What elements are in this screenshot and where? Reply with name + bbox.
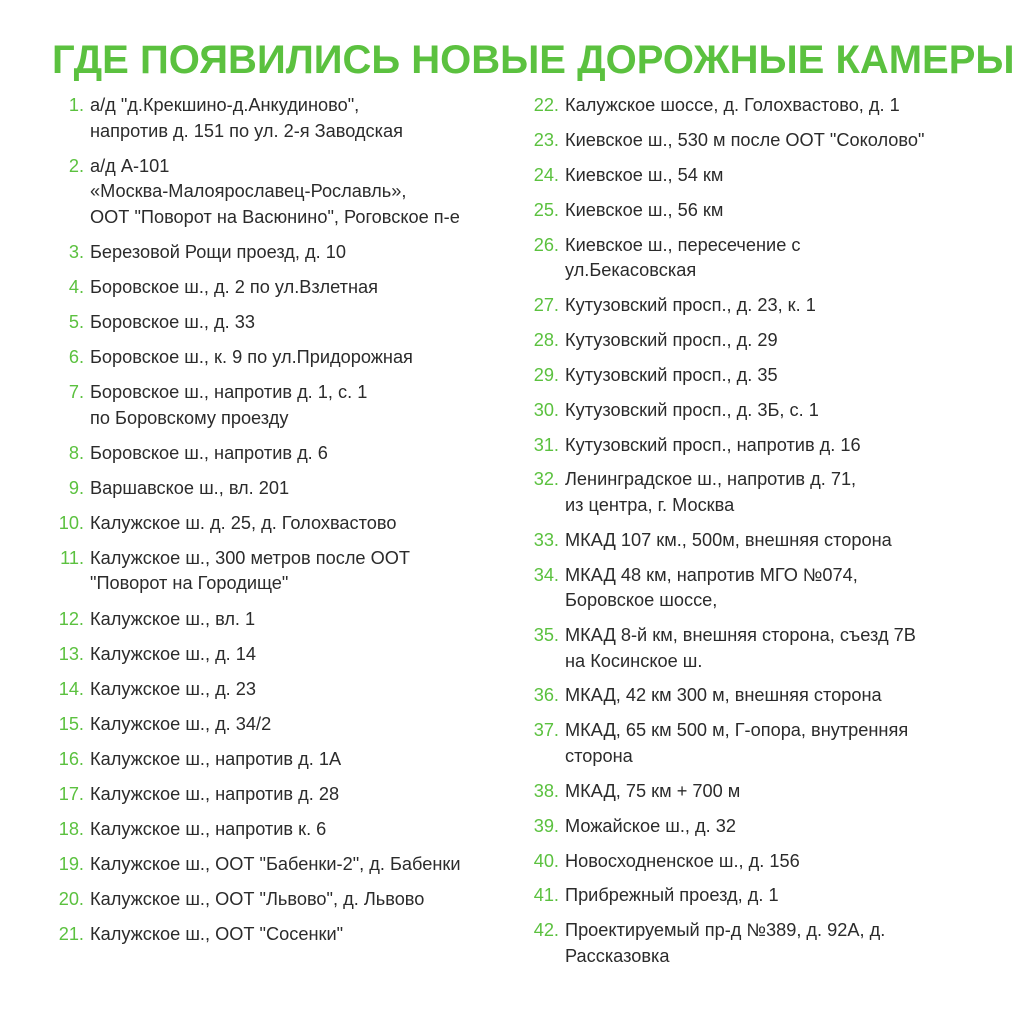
item-number: 41. xyxy=(533,885,559,906)
list-item xyxy=(518,293,1018,319)
item-address: Калужское ш., д. 34/2 xyxy=(90,713,272,734)
item-address: Кутузовский просп., д. 35 xyxy=(565,364,778,385)
list-item xyxy=(44,511,514,537)
list-item xyxy=(518,883,1018,909)
item-number: 11. xyxy=(60,547,84,568)
item-address: Проектируемый пр-д №389, д. 92А, д. Рассказовка xyxy=(565,920,886,966)
item-number: 3. xyxy=(68,241,84,262)
item-number: 4. xyxy=(68,276,84,297)
item-address: Боровское ш., к. 9 по ул.Придорожная xyxy=(90,346,413,367)
item-number: 24. xyxy=(533,164,559,185)
item-number: 2. xyxy=(68,155,84,176)
item-address: Прибрежный проезд, д. 1 xyxy=(565,885,779,906)
item-number: 5. xyxy=(68,311,84,332)
item-address: Можайское ш., д. 32 xyxy=(565,815,736,836)
item-number: 38. xyxy=(533,780,559,801)
item-number: 31. xyxy=(533,434,559,455)
list-item xyxy=(518,563,1018,614)
item-number: 37. xyxy=(533,720,559,741)
item-address: Кутузовский просп., д. 23, к. 1 xyxy=(565,294,816,315)
item-number: 27. xyxy=(533,294,559,315)
item-number: 17. xyxy=(58,784,84,804)
item-address: Кутузовский просп., д. 29 xyxy=(565,329,778,350)
item-number: 18. xyxy=(58,819,84,840)
item-number: 14. xyxy=(58,678,84,699)
item-number: 23. xyxy=(533,129,559,150)
item-number: 39. xyxy=(533,815,559,836)
item-number: 6. xyxy=(68,346,84,367)
item-address: Калужское ш., ООТ "Сосенки" xyxy=(90,924,344,945)
item-address: МКАД 48 км, напротив МГО №074, Боровское шоссе, xyxy=(565,564,858,611)
item-address: Киевское ш., 530 м после ООТ "Соколово" xyxy=(565,129,925,150)
item-address: МКАД, 75 км + 700 м xyxy=(565,780,741,801)
item-number: 15. xyxy=(58,713,84,734)
item-address: Калужское ш., ООТ "Бабенки-2", д. Бабенки xyxy=(90,854,461,875)
list-item xyxy=(44,712,514,738)
item-number: 1. xyxy=(68,95,84,115)
item-number: 30. xyxy=(533,399,559,420)
list-item xyxy=(44,476,514,502)
list-item xyxy=(44,782,514,808)
list-item xyxy=(518,467,1018,518)
item-number: 36. xyxy=(533,685,559,706)
list-item xyxy=(518,528,1018,554)
item-address: Калужское ш., напротив д. 1А xyxy=(90,748,342,769)
list-item xyxy=(518,128,1018,154)
item-address: Калужское ш., д. 14 xyxy=(90,643,257,664)
list-item xyxy=(518,163,1018,189)
list-item xyxy=(518,718,1018,769)
item-address: Боровское ш., д. 2 по ул.Взлетная xyxy=(90,276,379,297)
list-item xyxy=(44,441,514,467)
item-address: Калужское ш., д. 23 xyxy=(90,678,257,699)
item-address: Киевское ш., 54 км xyxy=(565,164,724,185)
item-address: Кутузовский просп., д. 3Б, с. 1 xyxy=(565,399,819,420)
item-number: 40. xyxy=(533,850,559,871)
item-address: МКАД, 42 км 300 м, внешняя сторона xyxy=(565,685,882,706)
item-number: 9. xyxy=(68,477,84,498)
item-number: 35. xyxy=(533,625,559,646)
item-address: Боровское ш., напротив д. 6 xyxy=(90,442,328,463)
item-number: 12. xyxy=(58,608,84,629)
item-address: Калужское ш., вл. 1 xyxy=(90,608,256,629)
item-address: Калужское ш., напротив к. 6 xyxy=(90,819,327,840)
item-address: Новосходненское ш., д. 156 xyxy=(565,850,800,871)
item-address: Кутузовский просп., напротив д. 16 xyxy=(565,434,861,455)
list-item xyxy=(44,677,514,703)
list-item xyxy=(44,345,514,371)
list-item xyxy=(518,849,1018,875)
list-item xyxy=(44,642,514,668)
item-address: МКАД, 65 км 500 м, Г-опора, внутренняя сторона xyxy=(565,720,909,766)
list-item xyxy=(518,93,1018,119)
item-number: 10. xyxy=(58,512,84,533)
list-item xyxy=(518,363,1018,389)
item-address: Калужское ш., напротив д. 28 xyxy=(90,784,340,804)
list-item xyxy=(44,240,514,266)
camera-list-right xyxy=(518,93,1018,979)
item-number: 8. xyxy=(68,442,84,463)
list-item xyxy=(518,398,1018,424)
list-item xyxy=(44,546,514,597)
list-item xyxy=(518,433,1018,459)
list-item xyxy=(44,380,514,431)
item-number: 34. xyxy=(533,564,559,585)
item-number: 21. xyxy=(58,924,84,945)
item-number: 20. xyxy=(58,889,84,910)
list-item xyxy=(44,607,514,633)
item-number: 22. xyxy=(533,95,559,115)
item-address: а/д "д.Крекшино-д.Анкудиново", напротив д. 151 по ул. 2-я Заводская xyxy=(90,95,403,141)
list-item xyxy=(44,154,514,231)
list-item xyxy=(44,852,514,878)
item-address: Боровское ш., напротив д. 1, с. 1 по Боровскому проезду xyxy=(90,382,368,428)
item-address: МКАД 8-й км, внешняя сторона, съезд 7В на Косинское ш. xyxy=(565,625,916,671)
list-item xyxy=(44,887,514,913)
list-item xyxy=(44,93,514,144)
list-item xyxy=(518,328,1018,354)
list-item xyxy=(44,922,514,948)
item-number: 7. xyxy=(68,382,84,403)
item-address: Калужское ш., 300 метров после ООТ "Поворот на Городище" xyxy=(90,547,411,594)
item-number: 16. xyxy=(58,748,84,769)
item-number: 26. xyxy=(533,234,559,255)
list-item xyxy=(44,817,514,843)
item-address: МКАД 107 км., 500м, внешняя сторона xyxy=(565,529,892,550)
list-item xyxy=(518,198,1018,224)
item-address: Киевское ш., пересечение с ул.Бекасовская xyxy=(565,234,801,281)
list-item xyxy=(518,233,1018,284)
item-address: Варшавское ш., вл. 201 xyxy=(90,477,290,498)
item-number: 13. xyxy=(58,643,84,664)
item-number: 29. xyxy=(533,364,559,385)
item-address: а/д А-101 «Москва-Малоярославец-Рославль», ООТ "Поворот на Васюнино", Роговское п-е xyxy=(90,155,460,227)
item-address: Калужское ш., ООТ "Львово", д. Львово xyxy=(90,889,425,910)
item-address: Калужское ш. д. 25, д. Голохвастово xyxy=(90,512,397,533)
item-number: 19. xyxy=(58,854,84,875)
list-item xyxy=(518,779,1018,805)
list-item xyxy=(44,310,514,336)
camera-list-left xyxy=(44,93,514,957)
list-item xyxy=(518,623,1018,674)
list-item xyxy=(44,275,514,301)
item-address: Ленинградское ш., напротив д. 71, из центра, г. Москва xyxy=(565,469,857,515)
item-address: Боровское ш., д. 33 xyxy=(90,311,255,332)
list-item xyxy=(518,814,1018,840)
item-number: 32. xyxy=(533,469,559,490)
item-number: 33. xyxy=(533,529,559,550)
list-item xyxy=(44,747,514,773)
page-title: ГДЕ ПОЯВИЛИСЬ НОВЫЕ ДОРОЖНЫЕ КАМЕРЫ xyxy=(52,38,1015,82)
list-item xyxy=(518,918,1018,969)
item-number: 42. xyxy=(533,920,559,941)
item-number: 28. xyxy=(533,329,559,350)
item-address: Калужское шоссе, д. Голохвастово, д. 1 xyxy=(565,95,900,115)
item-number: 25. xyxy=(533,199,559,220)
item-address: Киевское ш., 56 км xyxy=(565,199,724,220)
list-item xyxy=(518,683,1018,709)
item-address: Березовой Рощи проезд, д. 10 xyxy=(90,241,346,262)
